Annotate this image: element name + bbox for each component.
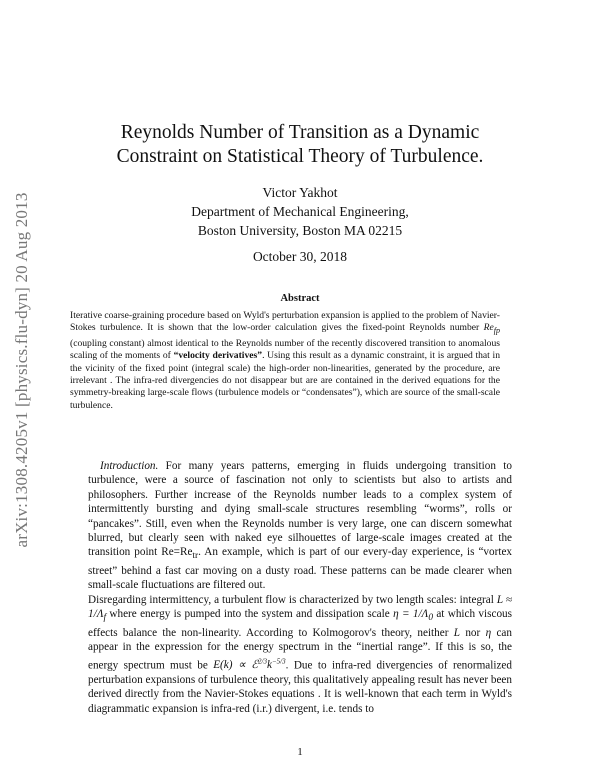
second-paragraph [88, 593, 512, 716]
p2-text-l: . Due to infra-red divergencies of renormalized perturbation expansions of turbulence theory, this qualitatively appealing result has never been derived directly from the Navier-Stokes equations . It is well-known that each term in Wyld's diagrammatic expansion is infra-red (i.r.) divergent, i.e. tends to [88, 659, 512, 715]
body-text [88, 459, 512, 716]
p2-text-g: nor [460, 626, 486, 639]
p2-text-i: can appear in the expression for the energy spectrum in the “inertial range”. If this is so, the energy spectrum must be [88, 626, 512, 672]
intro-label: Introduction. [100, 460, 159, 472]
p2-math-f: L [453, 626, 460, 639]
affiliation-line-2: Boston University, Boston MA 02215 [197, 223, 403, 238]
abstract-re-fp [483, 322, 500, 336]
intro-text-end: . An example, which is part of our every-day experience, is “vortex street” behind a fast car moving on a dusty road. These patterns can be made clearer when small-scale fluctuations are filtered out. [88, 546, 513, 592]
arxiv-sidebar-stamp [2, 160, 42, 580]
arxiv-identifier: arXiv:1308.4205v1 [physics.flu-dyn] 20 Aug 2013 [12, 192, 31, 548]
abstract-part-3: . Using this result as a dynamic constraint, it is argued that in the vicinity of the fixed point (integral scale) the high-order non-linearities, generated by the procedure, are irrelevant . The infra-red divergencies do not disappear but are are contained in the derived equations for the symmetry-breaking large-scale flows (turbulence models or “condensates”), which are source of the small-scale turbulence. [70, 350, 500, 411]
title-line-2: Constraint on Statistical Theory of Turbulence. [116, 146, 484, 167]
title-line-1: Reynolds Number of Transition as a Dynamic [120, 122, 480, 143]
intro-text: For many years patterns, emerging in fluids undergoing transition to turbulence, were a source of fascination not only to scientists but also to artists and philosophers. Further increase of the Reynolds number leads to a complex system of intermittently bursting and dying small-scale structures resembling “worms”, rolls or “pancakes”. Still, even when the Reynolds number is very large, one can discern somewhat blurred, but clearly seen with naked eye silhouettes of large-scale images created at the transition point Re=Re [88, 460, 512, 559]
paper-title [88, 121, 512, 169]
abstract-part-2: (coupling constant) almost identical to the Reynolds number of the recently discovered transition to anomalous scaling of the moments of [70, 337, 500, 362]
p2-math-d: η = 1/Λ [393, 608, 429, 621]
affiliation-line-1: Department of Mechanical Engineering, [191, 204, 409, 219]
abstract-text [70, 310, 500, 412]
abstract-heading: Abstract [280, 293, 320, 304]
p2-text-a: Disregarding intermittency, a turbulent flow is characterized by two length scales: integral [88, 593, 497, 606]
p2-text-c: where energy is pumped into the system and dissipation scale [106, 608, 394, 621]
abstract-bold-phrase: “velocity derivatives” [173, 350, 263, 362]
p2-math-d-sub: 0 [428, 613, 433, 624]
p2-math-k: k [266, 659, 272, 672]
p2-dissipation-scale [393, 608, 433, 624]
intro-paragraph [88, 459, 512, 593]
p2-text-e: at which viscous effects balance the non-linearity. According to Kolmogorov's theory, neither [88, 608, 512, 639]
author-name: Victor Yakhot [262, 185, 338, 200]
p2-spectrum [213, 659, 285, 671]
p2-math-b: L ≈ 1/Λ [88, 593, 512, 621]
page-number: 1 [297, 746, 303, 758]
p2-math-h: η [485, 626, 492, 639]
abstract-re-symbol: Re [483, 322, 494, 334]
p2-math-j-sup: 2/3 [258, 657, 267, 666]
p2-math-k-sup: −5/3 [271, 657, 286, 666]
author-block [88, 183, 512, 240]
abstract-part-1: Iterative coarse-graining procedure based on Wyld's perturbation expansion is applied to the problem of Navier-Stokes turbulence. It is shown that the low-order calculation gives the fixed-point Reynolds number [70, 310, 500, 334]
p2-math-j: E(k) ∝ ℰ [213, 659, 259, 672]
intro-subscript: tr [192, 551, 199, 562]
abstract-re-subscript: fp [493, 326, 500, 336]
paper-date: October 30, 2018 [252, 249, 348, 264]
p2-math-b-sub: f [103, 613, 107, 624]
